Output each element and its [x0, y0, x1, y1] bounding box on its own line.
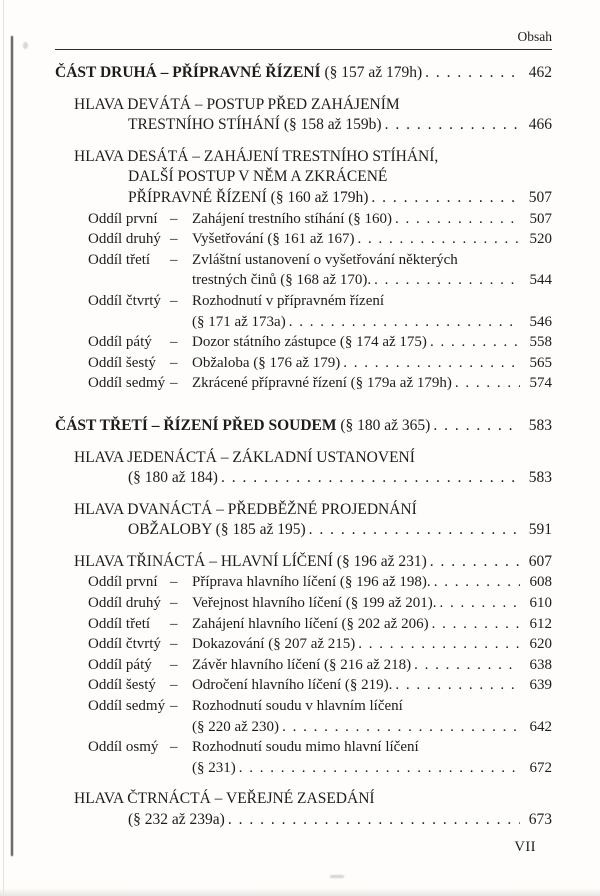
line-text: (§ 180 až 184)	[128, 469, 218, 487]
line-text: Dokazování (§ 207 až 215)	[192, 636, 356, 653]
page-number: 462	[528, 64, 552, 81]
toc-line	[55, 167, 552, 188]
dot-leader	[221, 468, 520, 489]
oddil-dash: –	[170, 292, 178, 309]
oddil-label: Oddíl sedmý	[88, 375, 166, 392]
line-text: OBŽALOBY (§ 185 až 195)	[128, 521, 306, 539]
line-text: Rozhodnutí soudu v hlavním líčení	[192, 698, 403, 715]
toc-line	[55, 789, 552, 810]
toc-entry-hlava	[55, 95, 552, 136]
oddil-label: Oddíl první	[88, 210, 158, 227]
toc-line	[55, 353, 552, 374]
oddil-label: Oddíl pátý	[88, 656, 152, 673]
running-header	[55, 28, 552, 50]
toc-entry-oddil	[55, 229, 552, 250]
toc-page	[55, 28, 552, 831]
toc-entry-oddil	[55, 572, 552, 593]
part-title-bold: ČÁST TŘETÍ – ŘÍZENÍ PŘED SOUDEM	[55, 416, 337, 434]
line-text: Příprava hlavního líčení (§ 196 až 198).	[192, 574, 431, 591]
page-number: 565	[529, 354, 552, 371]
dot-leader	[309, 520, 520, 541]
oddil-label: Oddíl první	[88, 574, 158, 591]
line-text: Rozhodnutí v přípravném řízení	[192, 292, 385, 309]
toc-entry-oddil	[55, 655, 552, 676]
dot-leader	[395, 209, 520, 230]
page-number: 583	[528, 416, 552, 434]
toc-entry-hlava	[55, 448, 552, 489]
line-text: Rozhodnutí soudu mimo hlavní líčení	[192, 739, 419, 756]
dot-leader	[289, 312, 520, 333]
oddil-dash: –	[170, 210, 178, 227]
oddil-dash: –	[170, 615, 178, 632]
dot-leader	[358, 634, 520, 655]
line-text: (§ 171 až 173a)	[192, 313, 286, 330]
dot-leader	[414, 655, 520, 676]
line-text: Zkrácené přípravné řízení (§ 179a až 179h)	[192, 375, 452, 392]
toc-line	[55, 468, 552, 489]
dot-leader	[433, 416, 520, 437]
toc-entries	[55, 63, 552, 831]
toc-line	[55, 500, 552, 521]
line-text: DALŠÍ POSTUP V NĚM A ZKRÁCENÉ	[128, 168, 388, 186]
toc-line	[55, 593, 552, 614]
toc-entry-oddil	[55, 737, 552, 778]
line-text: Závěr hlavního líčení (§ 216 až 218)	[192, 656, 412, 673]
book-gutter-line	[11, 36, 13, 856]
oddil-label: Oddíl čtvrtý	[88, 292, 161, 309]
toc-line	[55, 614, 552, 635]
page-number: 520	[529, 231, 552, 248]
toc-entry-oddil	[55, 291, 552, 332]
scan-speck	[23, 42, 28, 49]
page-number: 558	[529, 334, 552, 351]
toc-entry-hlava	[55, 552, 552, 573]
page-number: 607	[528, 552, 552, 570]
line-text: HLAVA DEVÁTÁ – POSTUP PŘED ZAHÁJENÍM	[74, 95, 400, 113]
oddil-dash: –	[170, 636, 178, 653]
line-text: Obžaloba (§ 176 až 179)	[192, 354, 341, 371]
toc-entry-oddil	[55, 353, 552, 374]
toc-line	[55, 115, 552, 136]
page-number: 608	[529, 574, 552, 591]
oddil-label: Oddíl třetí	[88, 251, 151, 268]
line-text: trestných činů (§ 168 až 170).	[192, 272, 372, 289]
line-text: (§ 232 až 239a)	[128, 811, 225, 828]
toc-line	[55, 188, 552, 209]
dot-leader	[385, 115, 520, 136]
toc-entry-hlava	[55, 789, 552, 830]
line-text: (§ 180 až 365)	[336, 416, 431, 434]
oddil-label: Oddíl druhý	[88, 595, 161, 612]
oddil-dash: –	[170, 574, 178, 591]
dot-leader	[282, 717, 520, 738]
dot-leader	[430, 552, 520, 573]
page-number: 638	[529, 656, 552, 673]
oddil-label: Oddíl třetí	[88, 615, 151, 632]
line-text: HLAVA JEDENÁCTÁ – ZÁKLADNÍ USTANOVENÍ	[74, 448, 415, 466]
toc-entry-hlava	[55, 147, 552, 209]
page-number: 672	[529, 759, 552, 776]
toc-entry-part	[55, 63, 552, 84]
scan-edge-line	[3, 0, 4, 896]
page-number: 642	[529, 718, 552, 735]
page-number: 591	[528, 521, 552, 539]
toc-line	[55, 270, 552, 291]
page-number: 546	[529, 313, 552, 330]
oddil-dash: –	[170, 698, 178, 715]
line-text: Vyšetřování (§ 161 až 167)	[192, 231, 355, 248]
toc-entry-oddil	[55, 373, 552, 394]
page-number: 466	[528, 116, 552, 134]
dot-leader	[343, 353, 520, 374]
dot-leader	[430, 332, 520, 353]
toc-line	[55, 147, 552, 168]
toc-entry-oddil	[55, 675, 552, 696]
line-text: Zahájení hlavního líčení (§ 202 až 206)	[192, 615, 429, 632]
toc-line	[55, 209, 552, 230]
toc-entry-oddil	[55, 332, 552, 353]
toc-line	[55, 634, 552, 655]
line-text: Zahájení trestního stíhání (§ 160)	[192, 210, 392, 227]
page-number: 673	[528, 811, 552, 828]
page-number: 612	[529, 615, 552, 632]
line-text: Veřejnost hlavního líčení (§ 199 až 201).	[192, 595, 437, 612]
oddil-dash: –	[170, 251, 178, 268]
oddil-dash: –	[170, 231, 178, 248]
oddil-label: Oddíl čtvrtý	[88, 636, 161, 653]
line-text: (§ 220 až 230)	[192, 718, 280, 735]
toc-line	[55, 95, 552, 116]
line-text: (§ 231)	[192, 759, 236, 776]
line-text: PŘÍPRAVNÉ ŘÍZENÍ (§ 160 až 179h)	[128, 188, 369, 206]
toc-line	[55, 520, 552, 541]
toc-line	[55, 696, 552, 717]
page-number: 507	[529, 210, 552, 227]
page-number: 583	[528, 469, 552, 487]
dot-leader	[434, 572, 520, 593]
oddil-dash: –	[170, 375, 178, 392]
toc-line	[55, 655, 552, 676]
toc-line	[55, 675, 552, 696]
line-text: Dozor státního zástupce (§ 174 až 175)	[192, 334, 427, 351]
line-text: TRESTNÍHO STÍHÁNÍ (§ 158 až 159b)	[128, 116, 382, 134]
dot-leader	[357, 229, 520, 250]
page-number: 544	[529, 272, 552, 289]
dot-leader	[455, 373, 520, 394]
dot-leader	[228, 810, 520, 831]
toc-entry-oddil	[55, 634, 552, 655]
oddil-dash: –	[170, 354, 178, 371]
dot-leader	[395, 675, 520, 696]
dot-leader	[440, 593, 520, 614]
toc-line	[55, 448, 552, 469]
line-text: HLAVA DESÁTÁ – ZAHÁJENÍ TRESTNÍHO STÍHÁNÍ,	[74, 147, 439, 165]
toc-line	[55, 373, 552, 394]
page-number: 574	[529, 375, 552, 392]
page-number: 610	[529, 595, 552, 612]
oddil-label: Oddíl šestý	[88, 354, 156, 371]
toc-entry-oddil	[55, 209, 552, 230]
oddil-dash: –	[170, 656, 178, 673]
dot-leader	[371, 188, 520, 209]
toc-line	[55, 416, 552, 437]
page-number-footer: VII	[514, 839, 536, 855]
scan-bottom-shadow	[0, 888, 600, 896]
oddil-dash: –	[170, 739, 178, 756]
dot-leader	[374, 270, 520, 291]
toc-entry-oddil	[55, 614, 552, 635]
oddil-dash: –	[170, 595, 178, 612]
scan-smudge	[330, 875, 344, 878]
toc-line	[55, 63, 552, 84]
page-number: 639	[529, 677, 552, 694]
oddil-label: Oddíl šestý	[88, 677, 156, 694]
toc-line	[55, 291, 552, 312]
oddil-label: Oddíl pátý	[88, 334, 152, 351]
toc-line	[55, 717, 552, 738]
line-text: Zvláštní ustanovení o vyšetřování některých	[192, 251, 458, 268]
oddil-dash: –	[170, 677, 178, 694]
oddil-dash: –	[170, 334, 178, 351]
toc-line	[55, 572, 552, 593]
toc-entry-oddil	[55, 250, 552, 291]
toc-line	[55, 737, 552, 758]
toc-line	[55, 332, 552, 353]
line-text: HLAVA ČTRNÁCTÁ – VEŘEJNÉ ZASEDÁNÍ	[74, 790, 375, 808]
toc-line	[55, 250, 552, 271]
toc-line	[55, 758, 552, 779]
toc-line	[55, 552, 552, 573]
toc-line	[55, 312, 552, 333]
toc-line	[55, 810, 552, 831]
page-number: 620	[529, 636, 552, 653]
dot-leader	[425, 63, 520, 84]
toc-entry-oddil	[55, 696, 552, 737]
line-text: Odročení hlavního líčení (§ 219).	[192, 677, 393, 694]
toc-entry-oddil	[55, 593, 552, 614]
dot-leader	[239, 758, 520, 779]
oddil-label: Oddíl druhý	[88, 231, 161, 248]
line-text: HLAVA DVANÁCTÁ – PŘEDBĚŽNÉ PROJEDNÁNÍ	[74, 500, 417, 518]
page-number: 507	[528, 188, 552, 206]
oddil-label: Oddíl sedmý	[88, 698, 166, 715]
line-text: (§ 157 až 179h)	[320, 64, 423, 81]
toc-entry-hlava	[55, 500, 552, 541]
toc-line	[55, 229, 552, 250]
line-text: HLAVA TŘINÁCTÁ – HLAVNÍ LÍČENÍ (§ 196 až 231)	[74, 552, 427, 570]
running-header-label: Obsah	[517, 29, 552, 44]
toc-entry-part	[55, 416, 552, 437]
part-title-bold: ČÁST DRUHÁ – PŘÍPRAVNÉ ŘÍZENÍ	[55, 64, 321, 81]
dot-leader	[432, 614, 520, 635]
oddil-label: Oddíl osmý	[88, 739, 159, 756]
